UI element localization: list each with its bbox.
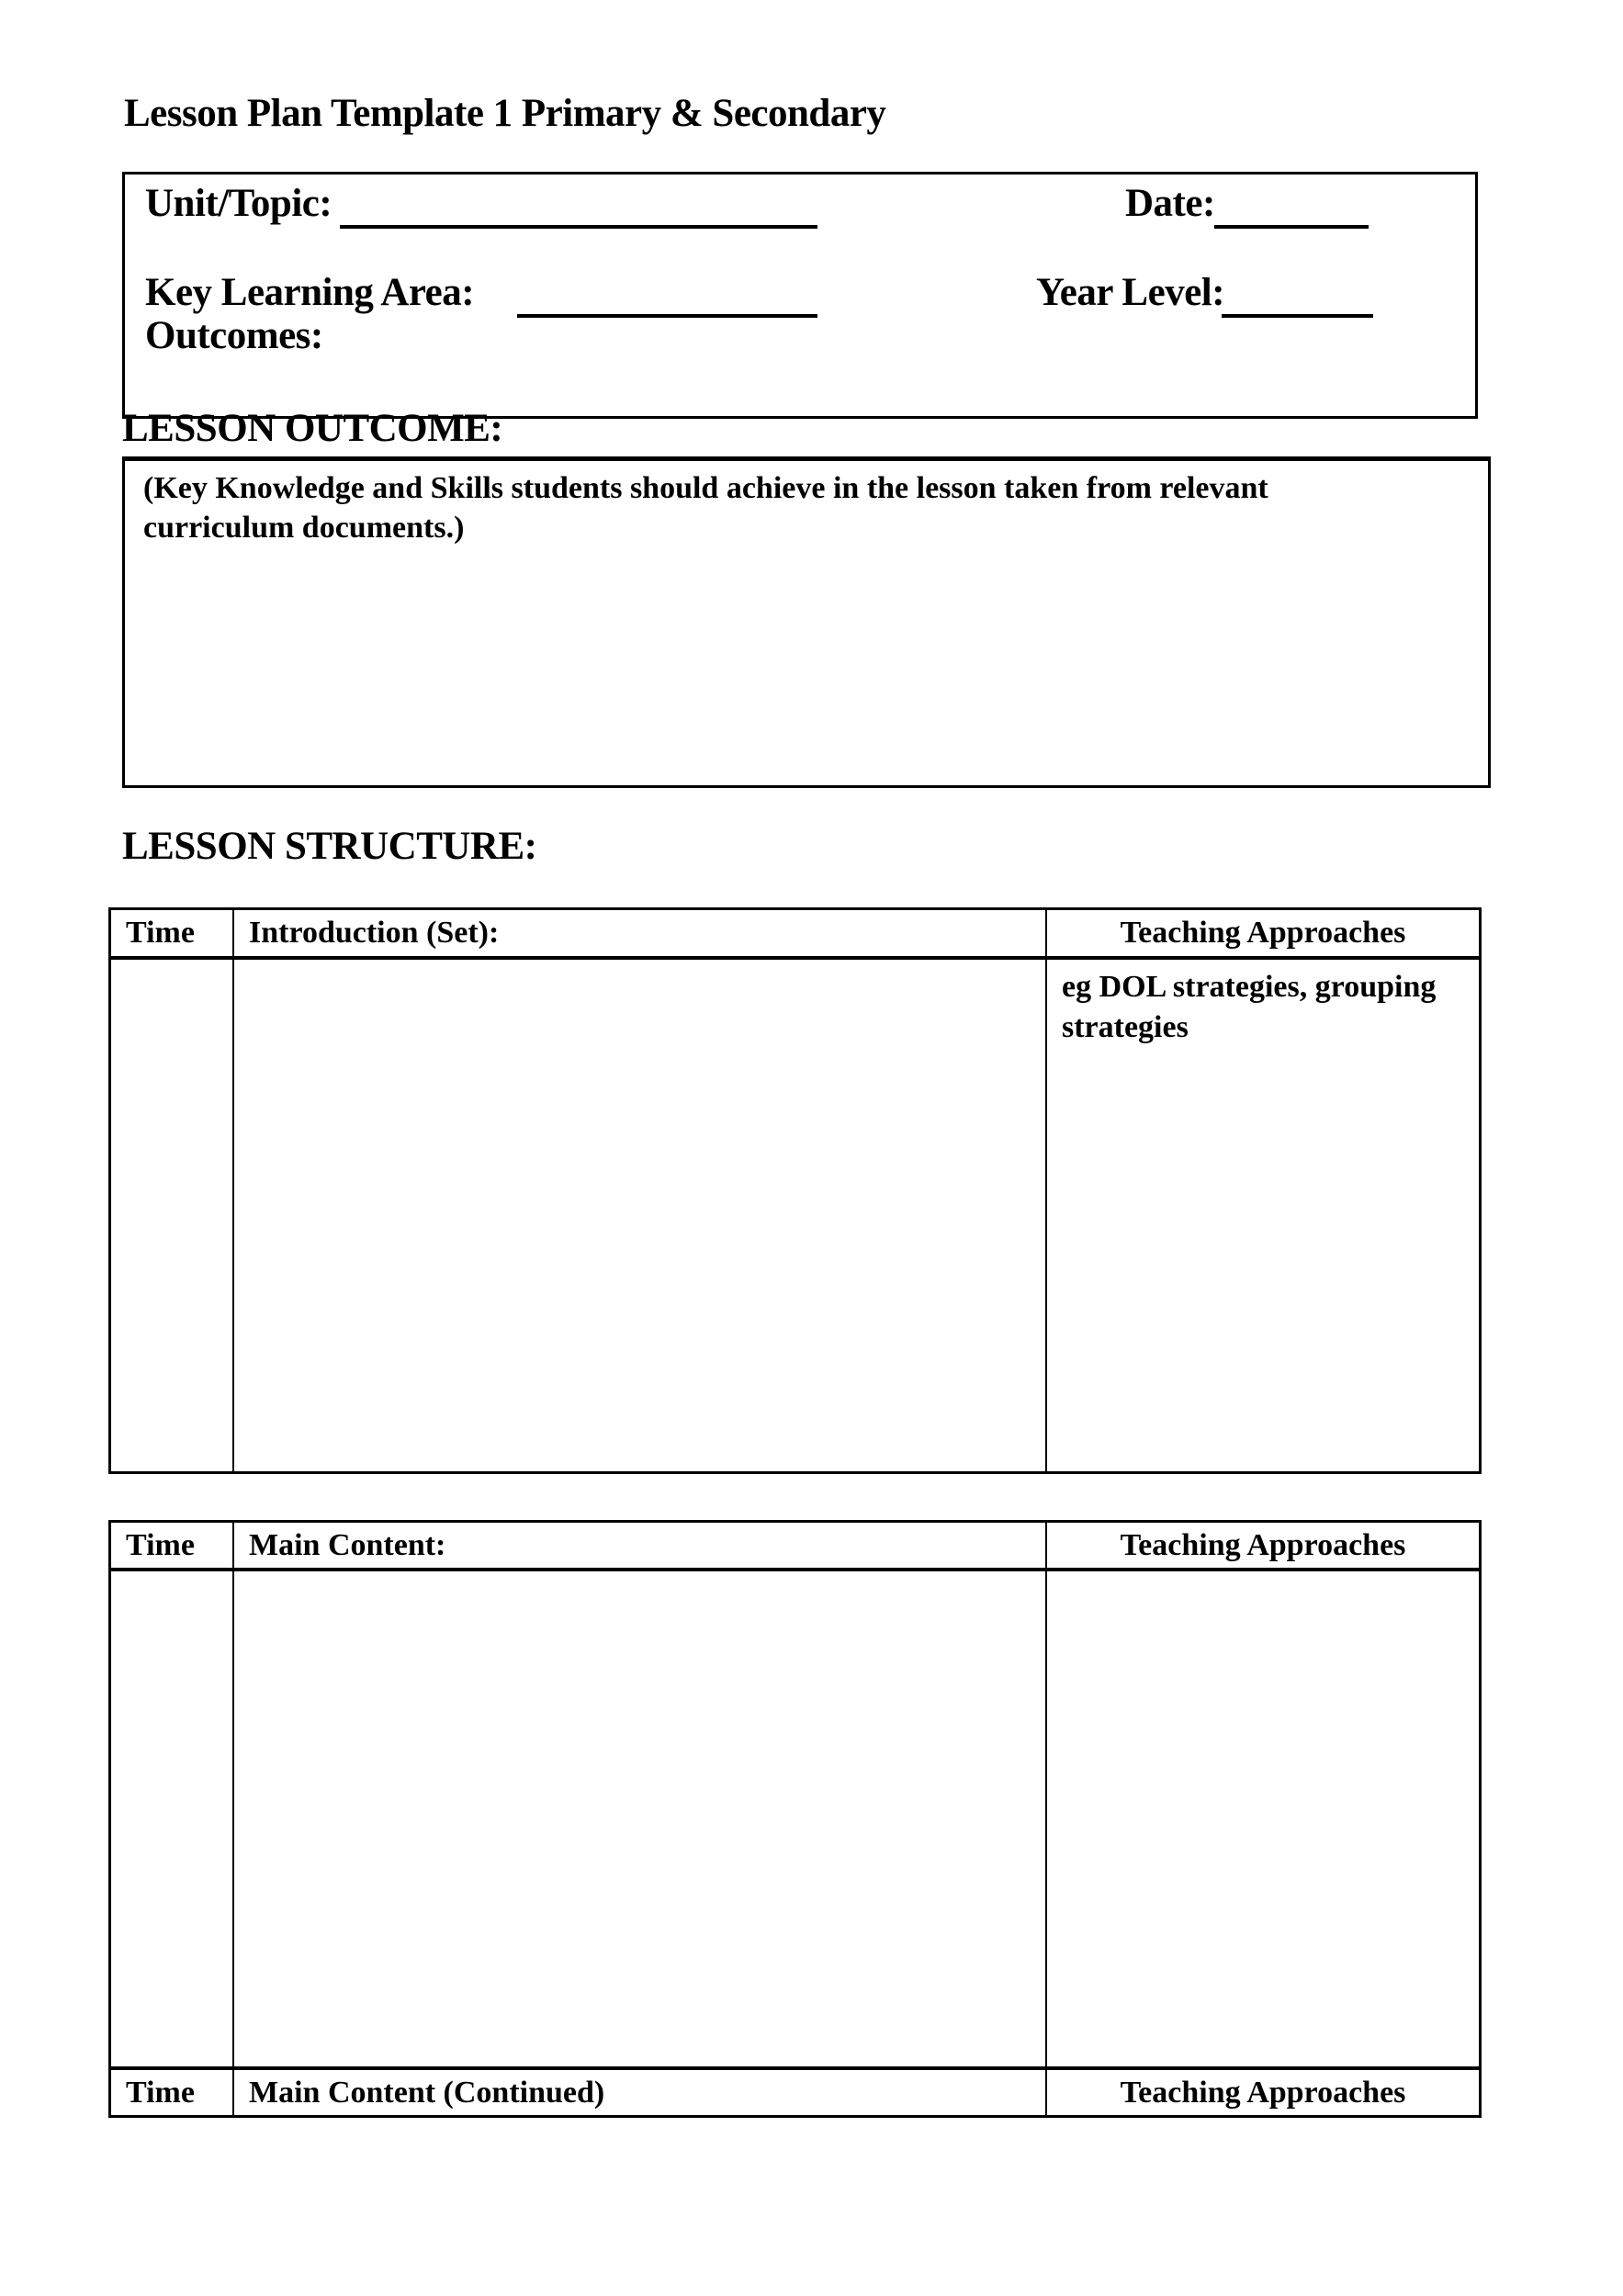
header-info-box [122,172,1478,419]
intro-table-content-header-label: Introduction (Set): [249,916,500,950]
date-blank[interactable] [1214,225,1369,229]
main-content-table [108,1520,1482,2118]
lesson-outcome-box[interactable] [122,456,1491,788]
main-table-approaches-cell[interactable] [1047,1571,1479,2066]
main-table-approaches-header-label: Teaching Approaches [1120,1527,1406,1562]
main-table-content-cell[interactable] [234,1571,1047,2066]
outcomes-label: Outcomes: [145,314,323,357]
main-table-continued-approaches-header-label: Teaching Approaches [1120,2075,1406,2110]
main-table-content-header [234,1523,1047,1571]
main-table-continued-content-header [234,2066,1047,2115]
lesson-structure-heading: LESSON STRUCTURE: [122,825,537,868]
intro-table-approaches-header-label: Teaching Approaches [1120,916,1406,950]
year-level-label: Year Level: [1036,271,1225,314]
main-table-time-header-label: Time [126,1527,195,1562]
intro-table-approaches-cell[interactable] [1047,960,1479,1471]
main-table-continued-time-header-label: Time [126,2075,195,2110]
introduction-table [108,907,1482,1474]
intro-table-content-header [234,910,1047,960]
intro-table-approaches-header [1047,910,1479,960]
date-label: Date: [1125,182,1215,225]
page-title: Lesson Plan Template 1 Primary & Secondary [124,92,886,135]
key-learning-area-label: Key Learning Area: [145,271,475,314]
year-level-blank[interactable] [1222,314,1373,318]
intro-table-time-cell[interactable] [111,960,234,1471]
lesson-outcome-description: (Key Knowledge and Skills students should achieve in the lesson taken from relevant curriculum documents.) [143,471,1268,545]
unit-topic-blank[interactable] [340,225,817,229]
lesson-outcome-heading: LESSON OUTCOME: [122,407,503,450]
intro-table-approaches-note: eg DOL strategies, grouping strategies [1062,970,1437,1044]
intro-table-content-cell[interactable] [234,960,1047,1471]
unit-topic-label: Unit/Topic: [145,182,332,225]
main-table-approaches-header [1047,1523,1479,1571]
main-table-continued-approaches-header [1047,2066,1479,2115]
main-table-content-header-label: Main Content: [249,1527,446,1562]
main-table-time-cell[interactable] [111,1571,234,2066]
main-table-continued-time-header [111,2066,234,2115]
intro-table-time-header-label: Time [126,916,195,950]
key-learning-area-blank[interactable] [517,314,817,318]
main-table-continued-content-header-label: Main Content (Continued) [249,2075,605,2110]
main-table-time-header [111,1523,234,1571]
intro-table-time-header [111,910,234,960]
